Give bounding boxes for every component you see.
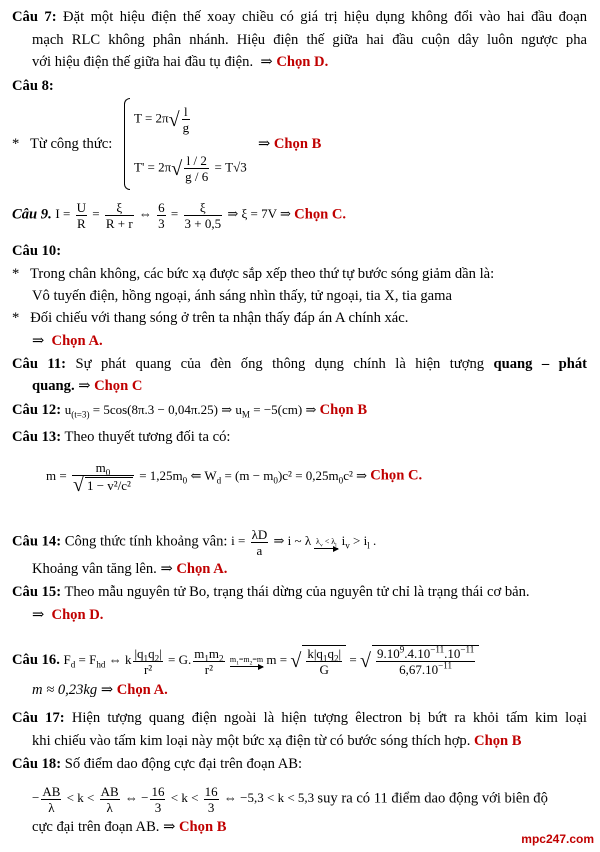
q7-label: Câu 7:: [12, 9, 57, 25]
q10-line1: [12, 265, 494, 283]
q8-brace: [124, 98, 130, 190]
q13-line1: [12, 428, 230, 446]
q13-text: Theo thuyết tương đối ta có:: [64, 429, 231, 445]
q10-answer-line: ⇒ Chọn A.: [32, 333, 103, 349]
q15-label: Câu 15:: [12, 584, 62, 600]
q16-answer: Chọn A.: [116, 682, 168, 698]
q14-text: Công thức tính khoảng vân:: [64, 533, 228, 550]
q18-line3: cực đại trên đoạn AB. ⇒ Chọn B: [32, 819, 227, 835]
q15-line1: [12, 583, 530, 601]
q17-line1: [12, 709, 587, 727]
q7-answer: Chọn D.: [276, 54, 329, 70]
q9-formula: I = $\frac{U}{R}$ = $\frac{\xi}{R + r}$ ⇔ $\frac{6}{3}$ = $\frac{\xi}{3 + 0,5}$ ⇒ ξ = 7V ⇒: [55, 200, 295, 231]
q16-result: m ≈ 0,23kg: [32, 682, 98, 698]
q13-answer: Chọn C.: [370, 467, 423, 484]
q18-text: Số điểm dao động cực đại trên đoạn AB:: [64, 756, 303, 772]
q7-text-1: Đặt một hiệu điện thế xoay chiều có giá trị hiệu dụng không đổi vào hai đầu đoạn: [63, 9, 587, 25]
q11-line2: quang. ⇒ Chọn C: [32, 378, 143, 394]
q14-answer: Chọn A.: [176, 561, 228, 577]
q17-line2: [32, 732, 522, 750]
q16-label: Câu 16.: [12, 651, 60, 668]
q10-text-3: Đối chiếu với thang sóng ở trên ta nhận thấy đáp án A chính xác.: [30, 310, 409, 326]
q13-formula: m = $\frac{m_0}{\text{√ 1 − v²/c²}}$ = $1,25m_0$ ⇐ $W_d = (m - m_0)c^2 = 0,25m_0c^2$ ⇒: [46, 460, 371, 496]
q10-answer: Chọn A.: [51, 333, 103, 349]
q16-arrow: $m_1=m_2=m$: [229, 655, 264, 667]
q18-line2: [32, 784, 548, 815]
q18-line1: [12, 755, 302, 773]
q14-line2: Khoảng vân tăng lên. ⇒ Chọn A.: [32, 561, 228, 577]
bullet-star: *: [12, 310, 27, 326]
q11-text: Sự phát quang của đèn ống thông dụng chính là hiện tượng: [75, 356, 485, 372]
q12-label: Câu 12:: [12, 402, 62, 418]
q10-text-1: Trong chân không, các bức xạ được sắp xếp theo thứ tự bước sóng giảm dần là:: [29, 266, 495, 282]
q10-line3: [12, 309, 408, 327]
q9-answer: Chọn C.: [294, 206, 347, 223]
q18-formula: − $\frac{AB}{\lambda}$ < k < $\frac{AB}{\lambda}$ ⇔ − $\frac{16}{3}$ < k < $\frac{16}{3}$ ⇔ −5,3 < k < 5,3: [32, 784, 318, 815]
q17-text-2: khi chiếu vào tấm kim loại này một bức xạ điện từ có bước sóng thích hợp.: [32, 733, 471, 749]
q11-bold-1: quang – phát: [493, 356, 587, 372]
q17-answer: Chọn B: [474, 733, 522, 749]
q11-answer: Chọn C: [94, 378, 143, 394]
q18-label: Câu 18:: [12, 756, 62, 772]
q12-answer: Chọn B: [319, 402, 368, 418]
q9-label: Câu 9.: [12, 206, 52, 223]
q15-answer-line: ⇒ Chọn D.: [32, 607, 104, 623]
q17-text-1: Hiện tượng quang điện ngoài là hiện tượng êlectron bị bứt ra khỏi tấm kim loại: [71, 710, 587, 726]
q8-text-line: [12, 135, 112, 153]
q14-label: Câu 14:: [12, 533, 62, 550]
q8-text: Từ công thức:: [29, 136, 113, 152]
q12-formula: $u_{(t=3)} = 5\cos(8\pi.3 - 0,04\pi.25)$ ⇒ $u_M = -5(cm)$ ⇒: [64, 402, 320, 420]
implies-arrow: ⇒: [256, 54, 273, 70]
q16-line2: m ≈ 0,23kg ⇒ Chọn A.: [32, 682, 168, 698]
q8-formula-2: T' = 2π√ $\frac{l / 2}{g / 6}$ = T√3: [134, 153, 247, 184]
q8-label: Câu 8:: [12, 78, 54, 94]
q16-line1: [12, 645, 479, 677]
q17-label: Câu 17:: [12, 710, 65, 726]
q7-line2: mạch RLC không phân nhánh. Hiệu điện thế giữa hai đầu cuộn dây luôn ngược pha: [32, 32, 587, 48]
q8-formula-1: T = 2π√ $\frac{l}{g}$: [134, 104, 190, 135]
q11-label: Câu 11:: [12, 356, 67, 372]
q15-answer: Chọn D.: [51, 607, 104, 623]
q8-answer: Chọn B: [273, 136, 322, 152]
q16-formula: $F_d = F_{hd}$ ⇔ k $\frac{|q_1q_2|}{\text{r²}}$ = G. $\frac{m_1m_2}{\text{r²}}$ $m_1=m_2=m$ m = √ $\frac{k|q_1q_2|}{G}$ = √ $\frac{9.10^9.4.10^{-11}.10^{-11}}{6,67.10^{-11}}$: [64, 652, 480, 667]
q15-text: Theo mẫu nguyên tử Bo, trạng thái dừng của nguyên tử chỉ là trạng thái cơ bản.: [64, 584, 530, 600]
q13-label: Câu 13:: [12, 429, 62, 445]
watermark: mpc247.com: [521, 832, 594, 846]
bullet-star: *: [12, 136, 27, 152]
q11-bold-2: quang.: [32, 378, 75, 394]
q8-answer-line: ⇒ Chọn B: [258, 136, 322, 152]
q14-line1: [12, 527, 376, 558]
q7-text-3: với hiệu điện thế giữa hai đầu tụ điện.: [32, 54, 254, 70]
q18-answer: Chọn B: [179, 819, 227, 835]
q11-line1: [12, 355, 587, 373]
q18-tail: suy ra có 11 điểm dao động với biên độ: [317, 790, 548, 807]
q14-formula: i = $\frac{\lambda D}{a}$ ⇒ i ~ λ $\lambda_v < \lambda_l$ $i_v > i_l$ .: [231, 527, 377, 558]
q10-line2: Vô tuyến điện, hồng ngoại, ánh sáng nhìn thấy, tử ngoại, tia X, tia gama: [32, 288, 452, 304]
bullet-star: *: [12, 266, 27, 282]
q10-label: Câu 10:: [12, 243, 62, 259]
q14-arrow: $\lambda_v < \lambda_l$: [316, 536, 337, 549]
q9-line: [12, 200, 346, 231]
q12-line: [12, 401, 367, 419]
q13-formula-line: [46, 460, 423, 496]
q7-line3: [32, 53, 328, 71]
q14-text-2: Khoảng vân tăng lên.: [32, 561, 157, 577]
q18-text-3: cực đại trên đoạn AB.: [32, 819, 160, 835]
q7-line1: [12, 8, 587, 26]
